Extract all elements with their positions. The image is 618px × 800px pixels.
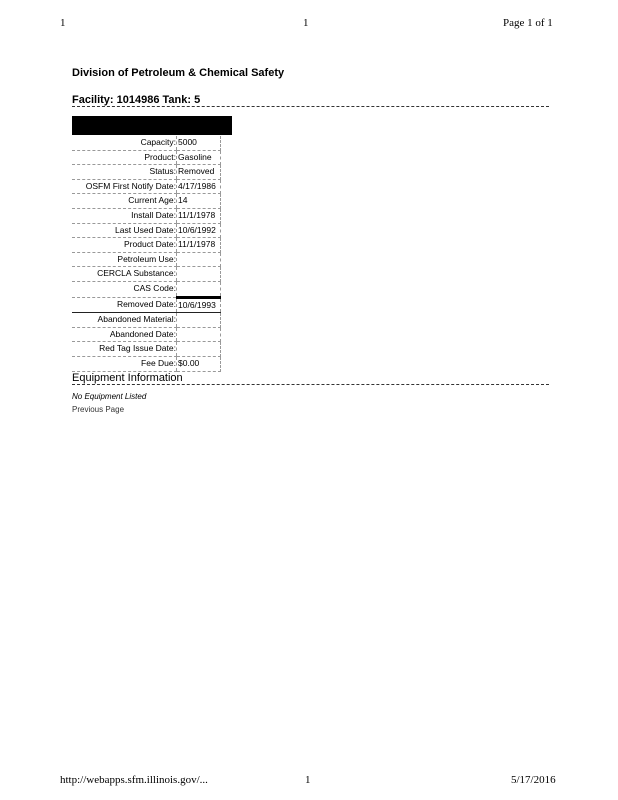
field-value: [177, 313, 221, 328]
field-label: Red Tag Issue Date:: [72, 342, 177, 357]
field-label: Petroleum Use:: [72, 252, 177, 267]
field-value: [177, 252, 221, 267]
facility-divider: [72, 106, 549, 107]
table-row: [72, 136, 221, 150]
field-value: 11/1/1978: [177, 238, 221, 253]
table-row: [72, 150, 221, 165]
previous-page-link[interactable]: Previous Page: [72, 405, 125, 414]
field-label: Current Age:: [72, 194, 177, 209]
no-equipment-text: No Equipment Listed: [72, 392, 147, 401]
field-label: Capacity:: [72, 136, 177, 150]
facility-heading: Facility: 1014986 Tank: 5: [72, 94, 201, 106]
table-row: [72, 223, 221, 238]
table-row: [72, 252, 221, 267]
footer-url: http://webapps.sfm.illinois.gov/...: [60, 774, 208, 786]
footer-date: 5/17/2016: [511, 774, 556, 786]
field-value: [177, 342, 221, 357]
table-row: [72, 327, 221, 342]
field-value: 10/6/1992: [177, 223, 221, 238]
field-label: CERCLA Substance:: [72, 267, 177, 282]
field-value: [177, 267, 221, 282]
page-title: Division of Petroleum & Chemical Safety: [72, 67, 285, 79]
field-label: Product:: [72, 150, 177, 165]
field-value: Removed: [177, 165, 221, 180]
table-row: [72, 267, 221, 282]
field-value: Gasoline: [177, 150, 221, 165]
field-label: Status:: [72, 165, 177, 180]
equipment-heading: Equipment Information: [72, 372, 183, 384]
field-value: 5000: [177, 136, 221, 150]
field-value: [177, 327, 221, 342]
table-row: [72, 356, 221, 371]
field-value: 11/1/1978: [177, 208, 221, 223]
table-header-bar: [72, 116, 232, 135]
field-value: 10/6/1993: [177, 297, 221, 313]
field-label: Install Date:: [72, 208, 177, 223]
table-row: [72, 297, 221, 313]
field-label: Product Date:: [72, 238, 177, 253]
header-page-count: Page 1 of 1: [503, 17, 553, 29]
table-row: [72, 313, 221, 328]
field-label: Abandoned Material:: [72, 313, 177, 328]
table-row: [72, 238, 221, 253]
table-row: [72, 179, 221, 194]
table-row: [72, 165, 221, 180]
field-value: 4/17/1986: [177, 179, 221, 194]
header-center: 1: [303, 17, 309, 29]
field-label: Last Used Date:: [72, 223, 177, 238]
field-value: $0.00: [177, 356, 221, 371]
field-value: 14: [177, 194, 221, 209]
equipment-divider: [72, 384, 549, 385]
field-label: Fee Due:: [72, 356, 177, 371]
field-label: Removed Date:: [72, 297, 177, 313]
field-value: [177, 281, 221, 297]
table-row: [72, 194, 221, 209]
table-row: [72, 281, 221, 297]
footer-center: 1: [305, 774, 311, 786]
header-left: 1: [60, 17, 66, 29]
tank-details-table: [72, 136, 221, 372]
field-label: CAS Code:: [72, 281, 177, 297]
table-row: [72, 342, 221, 357]
table-row: [72, 208, 221, 223]
field-label: OSFM First Notify Date:: [72, 179, 177, 194]
field-label: Abandoned Date:: [72, 327, 177, 342]
